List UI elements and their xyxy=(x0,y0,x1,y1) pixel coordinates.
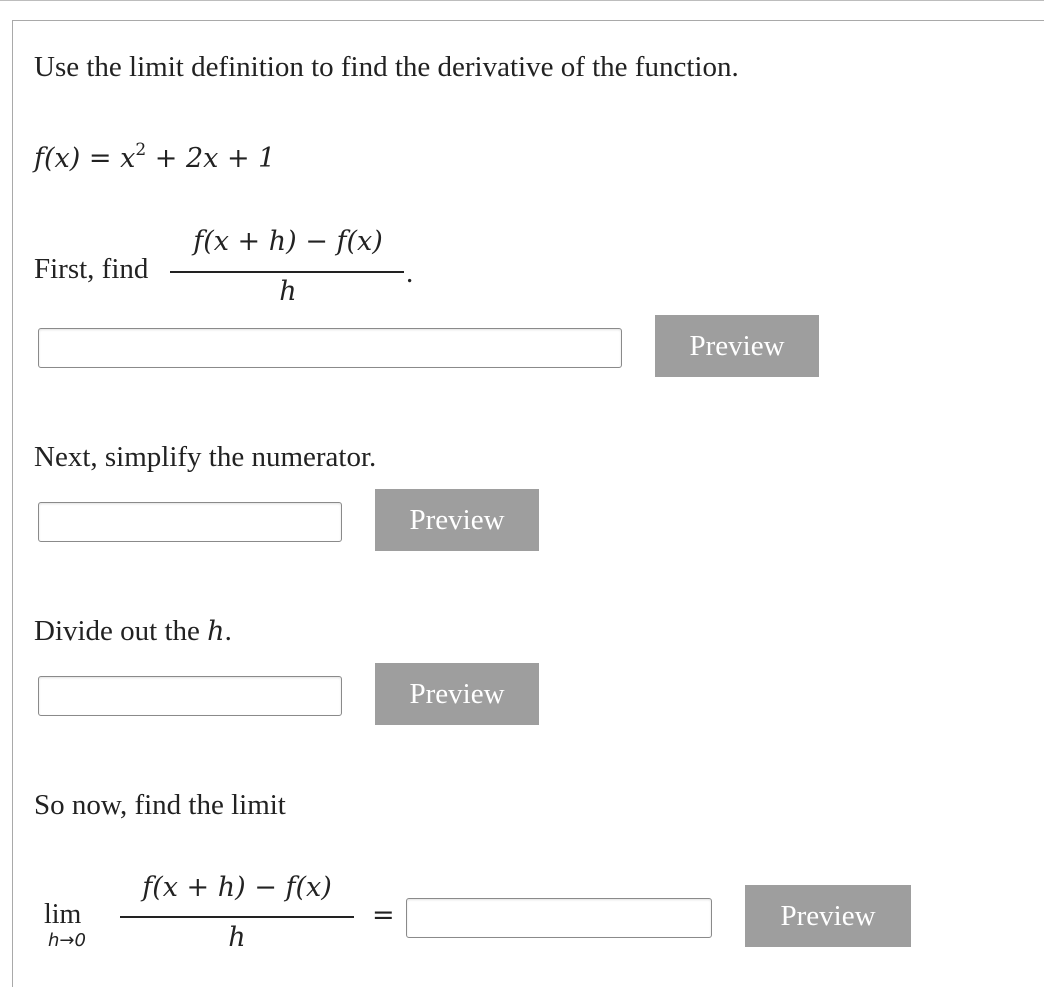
step4-numerator: f(x + h) − f(x) xyxy=(142,872,332,903)
step4-fraction-bar xyxy=(120,916,354,918)
step1-denominator: h xyxy=(279,276,297,307)
function-lhs: f(x) xyxy=(34,143,81,174)
step1-numerator: f(x + h) − f(x) xyxy=(193,226,383,257)
limit-operator: lim xyxy=(44,899,82,930)
step1-answer-input[interactable] xyxy=(38,328,622,368)
step4-preview-button[interactable]: Preview xyxy=(745,885,911,947)
step1-prefix: First, find xyxy=(34,253,149,285)
step3-prompt xyxy=(34,614,232,649)
function-exponent: 2 xyxy=(135,140,147,160)
step1-fraction-bar xyxy=(170,271,404,273)
top-divider xyxy=(0,0,1044,1)
function-tail: + 2x + 1 xyxy=(154,143,276,174)
step3-prompt-var: h xyxy=(207,616,225,647)
step4-denominator: h xyxy=(228,922,246,953)
function-definition xyxy=(34,140,275,174)
instruction-text: Use the limit definition to find the derivative of the function. xyxy=(34,51,739,83)
limit-subscript: h→0 xyxy=(48,930,86,951)
step4-prompt: So now, find the limit xyxy=(34,789,286,821)
step2-preview-button[interactable]: Preview xyxy=(375,489,539,551)
function-base: x xyxy=(120,143,136,174)
step3-answer-input[interactable] xyxy=(38,676,342,716)
step3-prompt-suffix: . xyxy=(224,615,232,647)
step3-prompt-prefix: Divide out the xyxy=(34,615,200,647)
step4-answer-input[interactable] xyxy=(406,898,712,938)
step3-preview-button[interactable]: Preview xyxy=(375,663,539,725)
function-equals: = xyxy=(88,143,112,174)
step1-period: . xyxy=(406,257,414,289)
step1-preview-button[interactable]: Preview xyxy=(655,315,819,377)
step2-answer-input[interactable] xyxy=(38,502,342,542)
step4-equals: = xyxy=(372,900,395,931)
step2-prompt: Next, simplify the numerator. xyxy=(34,441,377,473)
